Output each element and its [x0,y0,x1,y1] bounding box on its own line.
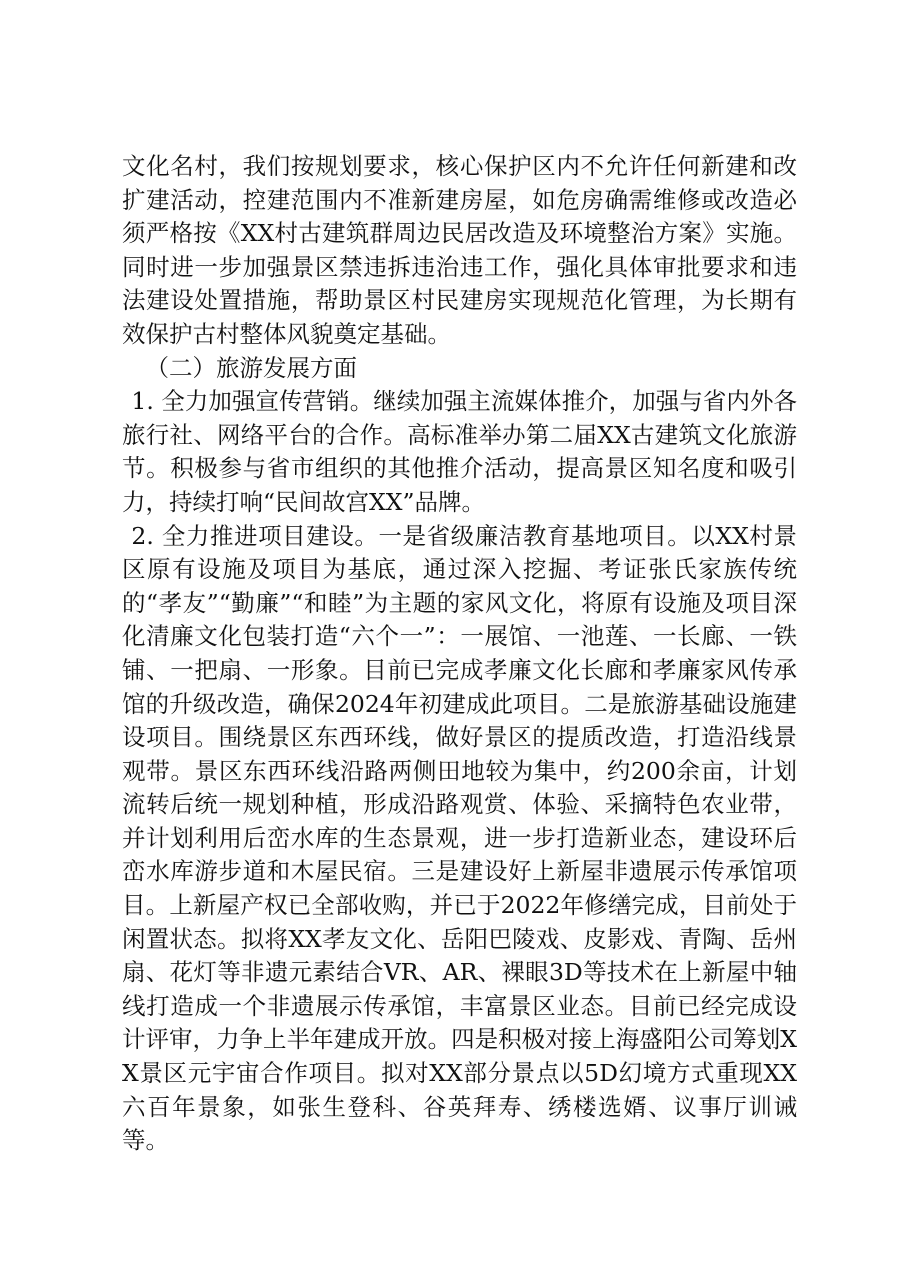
paragraph-preservation: 文化名村，我们按规划要求，核心保护区内不允许任何新建和改扩建活动，控建范围内不准新建房屋，如危房确需维修或改造必须严格按《XX村古建筑群周边民居改造及环境整治方案》实施。同时进一步加强景区禁违拆违治违工作，强化具体审批要求和违法建设处置措施，帮助景区村民建房实现规范化管理，为长期有效保护古村整体风貌奠定基础。 [122,152,797,348]
document-body [122,150,797,1158]
paragraph-marketing: 1. 全力加强宣传营销。继续加强主流媒体推介，加强与省内外各旅行社、网络平台的合作。高标准举办第二届XX古建筑文化旅游节。积极参与省市组织的其他推介活动，提高景区知名度和吸引力，持续打响“民间故宫XX”品牌。 [122,387,797,516]
section-heading-tourism: （二）旅游发展方面 [145,353,357,382]
paragraph-projects: 2. 全力推进项目建设。一是省级廉洁教育基地项目。以XX村景区原有设施及项目为基底，通过深入挖掘、考证张氏家族传统的“孝友”“勤廉”“和睦”为主题的家风文化，将原有设施及项目深化清廉文化包装打造“六个一”：一展馆、一池莲、一长廊、一铁铺、一把扇、一形象。目前已完成孝廉文化长廊和孝廉家风传承馆的升级改造，确保2024年初建成此项目。二是旅游基础设施建设项目。围绕景区东西环线，做好景区的提质改造，打造沿线景观带。景区东西环线沿路两侧田地较为集中，约200余亩，计划流转后统一规划种植，形成沿路观赏、体验、采摘特色农业带，并计划利用后峦水库的生态景观，进一步打造新业态，建设环后峦水库游步道和木屋民宿。三是建设好上新屋非遗展示传承馆项目。上新屋产权已全部收购，并已于2022年修缮完成，目前处于闲置状态。拟将XX孝友文化、岳阳巴陵戏、皮影戏、青陶、岳州扇、花灯等非遗元素结合VR、AR、裸眼3D等技术在上新屋中轴线打造成一个非遗展示传承馆，丰富景区业态。目前已经完成设计评审，力争上半年建成开放。四是积极对接上海盛阳公司筹划XX景区元宇宙合作项目。拟对XX部分景点以5D幻境方式重现XX六百年景象，如张生登科、谷英拜寿、绣楼选婿、议事厅训诫等。 [122,521,797,1155]
